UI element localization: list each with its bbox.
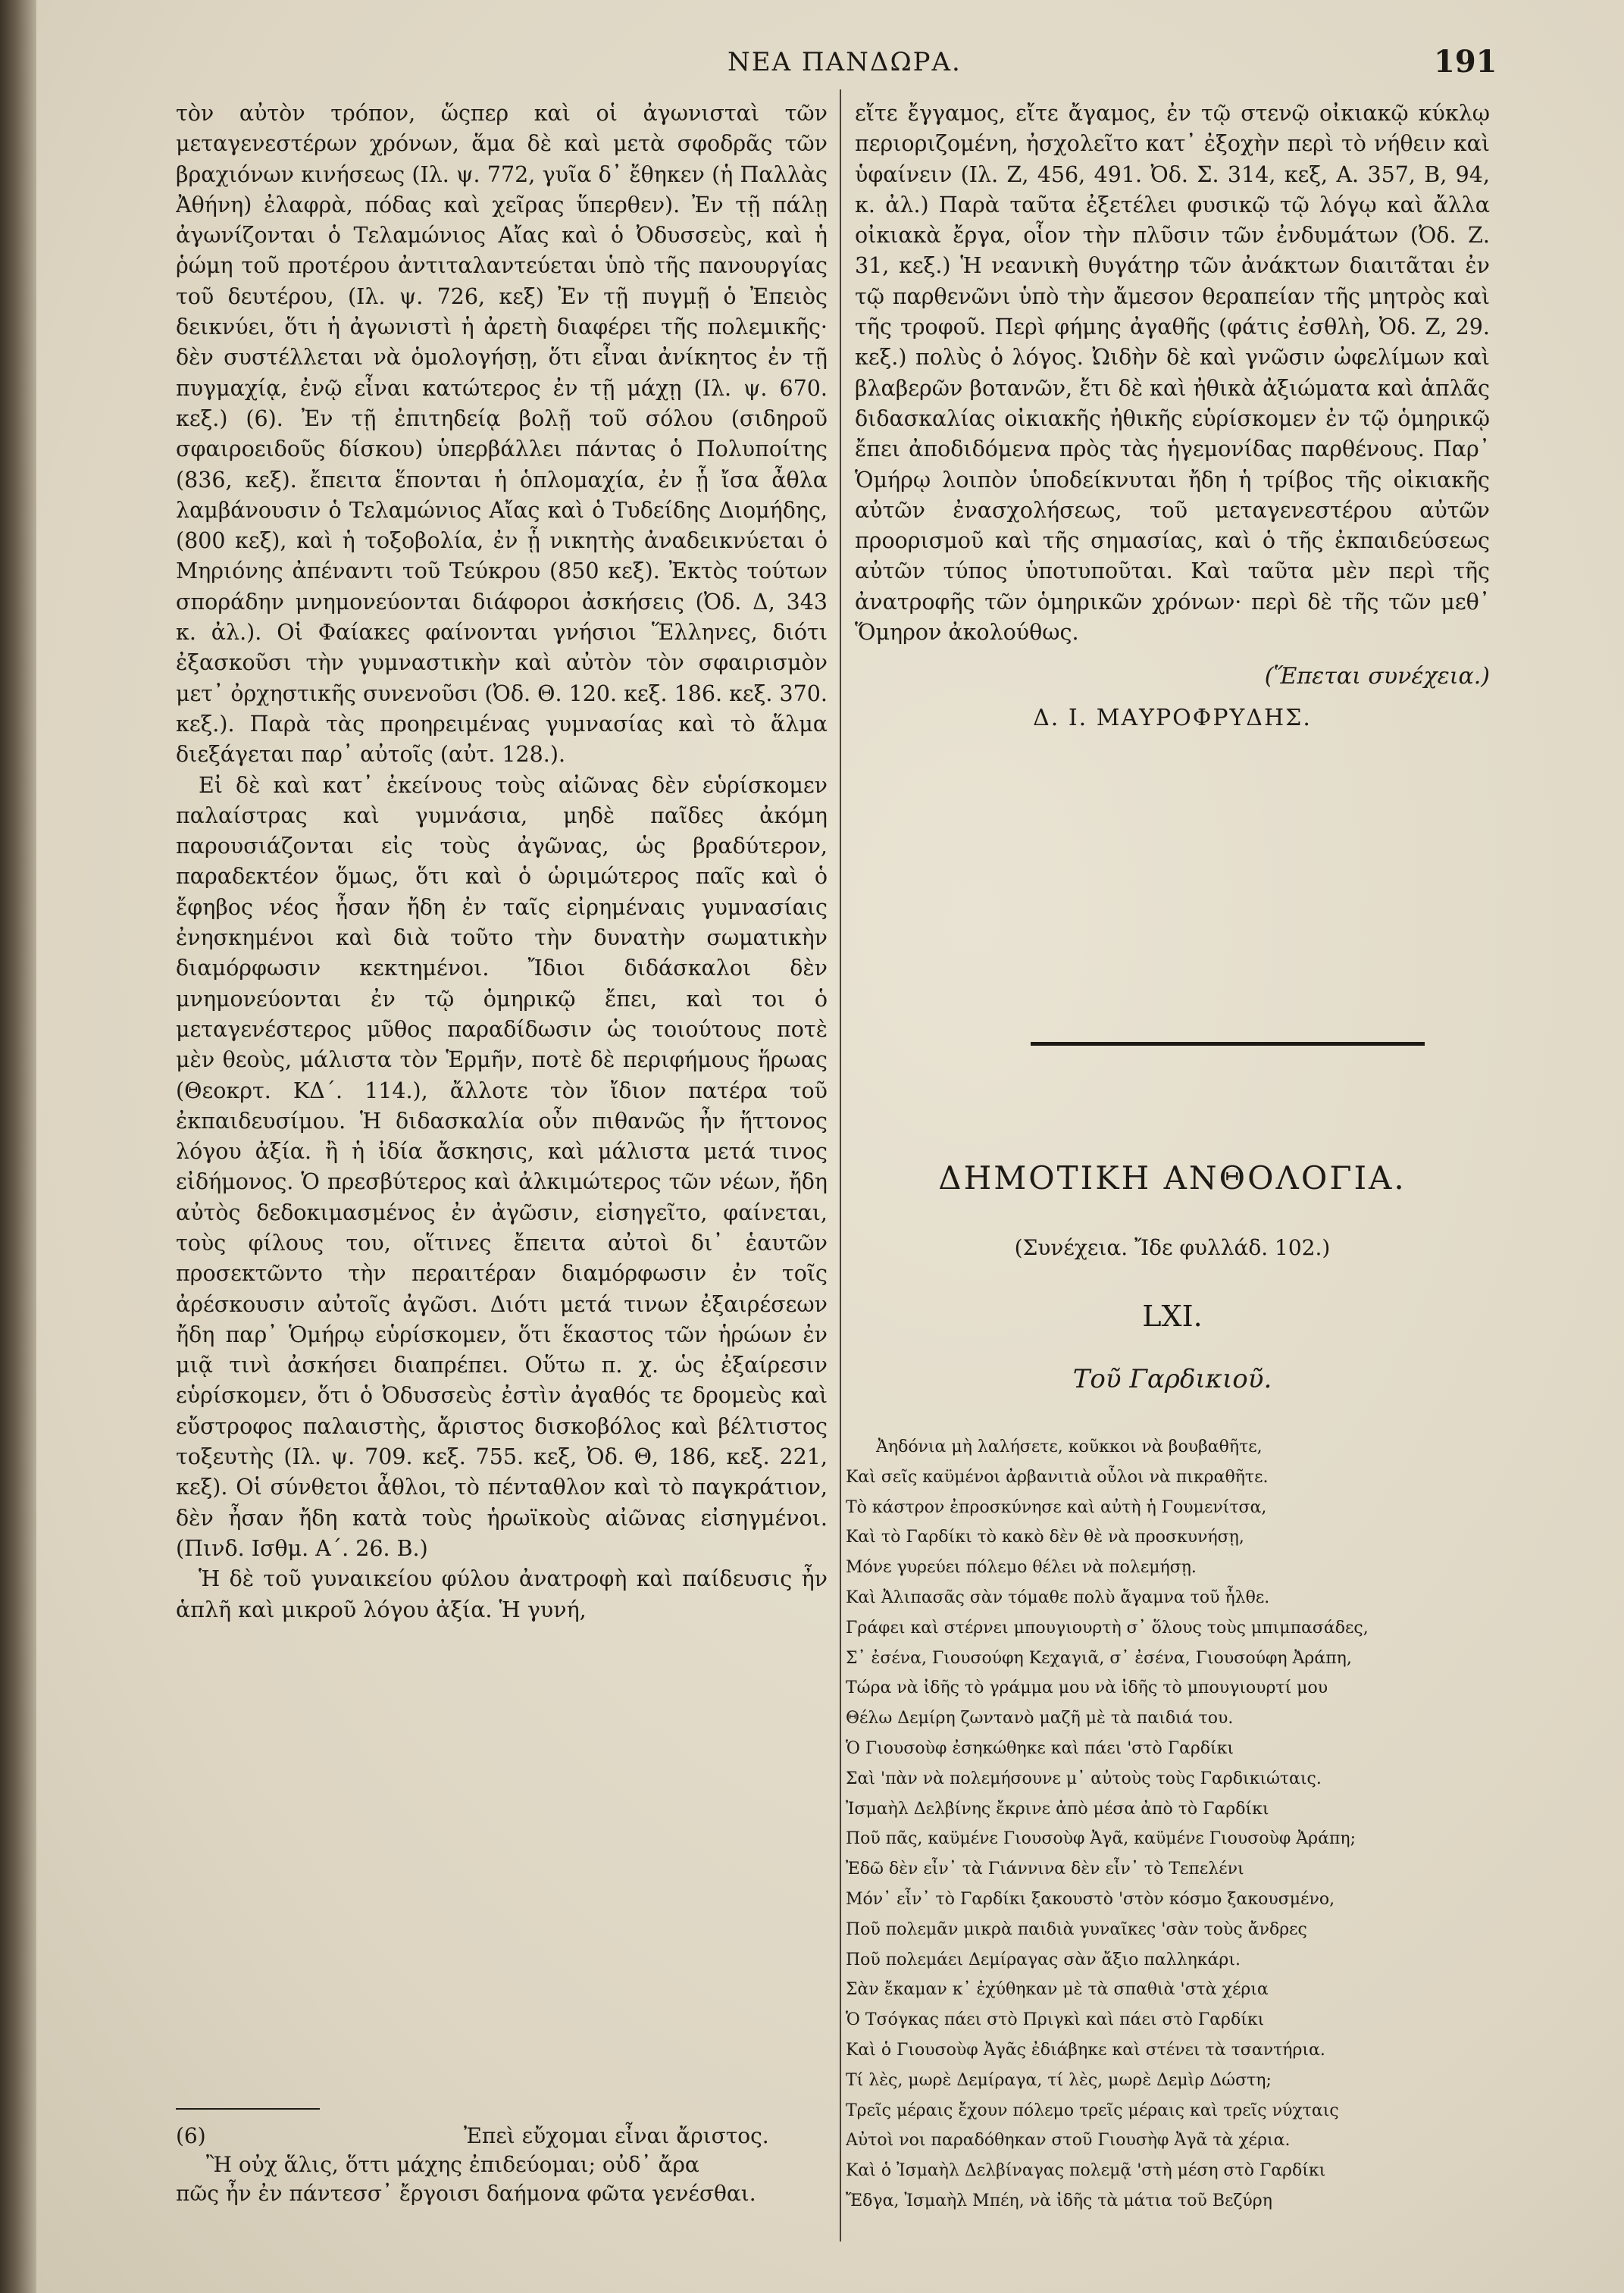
footnote-text: Ἐπεὶ εὔχομαι εἶναι ἄριστος. bbox=[464, 2123, 769, 2148]
left-column bbox=[176, 99, 828, 2175]
paragraph: Ἡ δὲ τοῦ γυναικείου φύλου ἀνατροφὴ καὶ παίδευσις ἦν ἁπλῆ καὶ μικροῦ λόγου ἀξία. Ἡ γυνή, bbox=[176, 1566, 828, 1622]
page-spine-shadow bbox=[0, 0, 36, 2293]
poem-line: Καὶ Ἀλιπασᾶς σὰν τόμαθε πολὺ ἄγαμνα τοῦ ἦλθε. bbox=[846, 1588, 1270, 1607]
anthology-title: ΔΗΜΟΤΙΚΗ ΑΝΘΟΛΟΓΙΑ. bbox=[938, 1159, 1407, 1197]
poem-line: Ποῦ πολεμᾶν μικρὰ παιδιὰ γυναῖκες 'σὰν τοὺς ἄνδρες bbox=[846, 1919, 1307, 1939]
poem-line: Ἀηδόνια μὴ λαλήσετε, κοῦκκοι νὰ βουβαθῆτε, bbox=[876, 1437, 1263, 1456]
paragraph: τὸν αὐτὸν τρόπον, ὥςπερ καὶ οἱ ἀγωνισταὶ τῶν μεταγενεστέρων χρόνων, ἅμα δὲ καὶ μετὰ σφοδρᾶς τῶν βραχιόνων κινήσεως (Ιλ. ψ. 772, γυῖα δ᾿ ἔθηκεν (ἡ Παλλὰς Ἀθήνη) ἐλαφρὰ, πόδας καὶ χεῖρας ὕπερθεν). Ἐν τῇ πάλῃ ἀγωνίζονται ὁ Τελαμώνιος Αἴας καὶ ὁ Ὀδυσσεὺς, καὶ ἡ ῥώμη τοῦ προτέρου ἀντιταλαντεύεται ὑπὸ τῆς πανουργίας τοῦ δευτέρου, (Ιλ. ψ. 726, κεξ) Ἐν τῇ πυγμῇ ὁ Ἐπειὸς δεικνύει, ὅτι ἡ ἀγωνιστὶ ἡ ἀρετὴ διαφέρει τῆς πολεμικῆς· δὲν συστέλλεται νὰ ὁμολογήσῃ, ὅτι εἶναι ἀνίκητος ἐν τῇ πυγμαχίᾳ, ἐνῷ εἶναι κατώτερος ἐν τῇ μάχῃ (Ιλ. ψ. 670. κεξ.) (6). Ἐν τῇ ἐπιτηδείᾳ βολῇ τοῦ σόλου (σιδηροῦ σφαιροειδοῦς δίσκου) ὑπερβάλλει πάντας ὁ Πολυποίτης (836, κεξ). ἔπειτα ἕπονται ἡ ὁπλομαχία, ἐν ᾗ ἴσα ἆθλα λαμβάνουσιν ὁ Τελαμώνιος Αἴας καὶ ὁ Τυδείδης Διομήδης, (800 κεξ), καὶ ἡ τοξοβολία, ἐν ᾗ νικητὴς ἀναδεικνύεται ὁ Μηριόνης ἀπέναντι τοῦ Τεύκρου (850 κεξ). Ἐκτὸς τούτων σποράδην μνημονεύονται διάφοροι ἀσκήσεις (Ὀδ. Δ, 343 κ. ἀλ.). Οἱ Φαίακες φαίνονται γνήσιοι Ἕλληνες, διότι ἐξασκοῦσι τὴν γυμναστικὴν καὶ αὐτὸν τὸν σφαιρισμὸν μετ᾿ ὀρχηστικῆς συνενοῦσι (Ὀδ. Θ. 120. κεξ. 186. κεξ. 370. κεξ.). Παρὰ τὰς προηρειμένας γυμνασίας καὶ τὸ ἅλμα διεξάγεται παρ᾿ αὐτοῖς (αὐτ. 128.). bbox=[176, 101, 828, 768]
continuation-note: (Ἕπεται συνέχεια.) bbox=[1264, 663, 1490, 690]
poem-line: Καὶ ὁ Ἰσμαὴλ Δελβίναγας πολεμᾷ 'στὴ μέση στὸ Γαρδίκι bbox=[846, 2161, 1326, 2181]
column-divider bbox=[840, 89, 841, 2241]
poem-line: Μόν᾿ εἶν᾿ τὸ Γαρδίκι ξακουστὸ 'στὸν κόσμο ξακουσμένο, bbox=[846, 1889, 1335, 1909]
poem-line: Σὰν ἔκαμαν κ᾿ ἐχύθηκαν μὲ τὰ σπαθιὰ 'στὰ χέρια bbox=[846, 1980, 1269, 2000]
poem-line: Ἐδῶ δὲν εἶν᾿ τὰ Γιάννινα δὲν εἶν᾿ τὸ Τεπελένι bbox=[846, 1860, 1244, 1879]
poem-line: Ὁ Τσόγκας πάει στὸ Πριγκὶ καὶ πάει στὸ Γαρδίκι bbox=[846, 2010, 1265, 2030]
poem-line: Θέλω Δεμίρη ζωντανὸ μαζῆ μὲ τὰ παιδιά του. bbox=[846, 1709, 1234, 1728]
running-head: ΝΕΑ ΠΑΝΔΩΡΑ. bbox=[728, 47, 962, 77]
poem-line: Καὶ ὁ Γιουσοὺφ Ἀγᾶς ἐδιάβηκε καὶ στένει τὰ τσαντήρια. bbox=[846, 2040, 1325, 2060]
poem-line: Σ᾿ ἐσένα, Γιουσούφη Κεχαγιᾶ, σ᾿ ἐσένα, Γιουσούφη Ἀράπη, bbox=[846, 1648, 1352, 1668]
poem-line: Ὁ Γιουσοὺφ ἐσηκώθηκε καὶ πάει 'στὸ Γαρδίκι bbox=[846, 1738, 1234, 1758]
poem-line: Μόνε γυρεύει πόλεμο θέλει νὰ πολεμήσῃ. bbox=[846, 1558, 1197, 1578]
footnote-rule bbox=[176, 2108, 320, 2110]
poem-line: Τρεῖς μέραις ἔχουν πόλεμο τρεῖς μέραις καὶ τρεῖς νύχταις bbox=[846, 2101, 1339, 2120]
footnote-line: Ἢ οὐχ ἅλις, ὅττι μάχης ἐπιδεύομαι; οὐδ᾿ ἄρα bbox=[206, 2152, 699, 2177]
page-header bbox=[0, 44, 1624, 85]
page-number: 191 bbox=[1434, 44, 1497, 80]
anthology-reference: (Συνέχεια. Ἴδε φυλλάδ. 102.) bbox=[1014, 1235, 1331, 1260]
poem-line: Σαὶ 'πὰν νὰ πολεμήσουνε μ᾿ αὐτοὺς τοὺς Γαρδικιώταις. bbox=[846, 1769, 1322, 1788]
poem-line: Τὸ κάστρον ἐπροσκύνησε καὶ αὐτὴ ἡ Γουμενίτσα, bbox=[846, 1497, 1267, 1517]
poem-text bbox=[846, 1432, 1497, 2216]
poem-number: LXI. bbox=[1142, 1300, 1203, 1333]
poem-title: Τοῦ Γαρδικιοῦ. bbox=[1072, 1364, 1272, 1394]
poem-line: Τί λὲς, μωρὲ Δεμίραγα, τί λὲς, μωρὲ Δεμὶρ Δώστη; bbox=[846, 2070, 1272, 2090]
poem-line: Ποῦ πολεμάει Δεμίραγας σὰν ἄξιο παλληκάρι. bbox=[846, 1950, 1241, 1969]
footnote-line bbox=[176, 2122, 828, 2151]
paragraph: Εἰ δὲ καὶ κατ᾿ ἐκείνους τοὺς αἰῶνας δὲν εὑρίσκομεν παλαίστρας καὶ γυμνάσια, μηδὲ παῖδες ἀκόμη παρουσιάζονται εἰς τοὺς ἀγῶνας, ὡς βραδύτερον, παραδεκτέον ὅμως, ὅτι καὶ ὁ ὡριμώτερος παῖς καὶ ὁ ἔφηβος νέος ἦσαν ἤδη ἐν ταῖς εἰρημέναις γυμνασίαις ἐνησκημένοι καὶ διὰ τοῦτο τὴν δυνατὴν σωματικὴν διαμόρφωσιν κεκτημένοι. Ἴδιοι διδάσκαλοι δὲν μνημονεύονται ἐν τῷ ὁμηρικῷ ἔπει, καὶ τοι ὁ μεταγενέστερος μῦθος παραδίδωσιν ὡς τοιούτους ποτὲ μὲν θεοὺς, μάλιστα τὸν Ἑρμῆν, ποτὲ δὲ περιφήμους ἥρωας (Θεοκρτ. ΚΔ΄. 114.), ἄλλοτε τὸν ἴδιον πατέρα τοῦ ἐκπαιδευσίμου. Ἡ διδασκαλία οὖν πιθανῶς ἦν ἥττονος λόγου ἀξία. ἢ ἡ ἰδία ἄσκησις, καὶ μάλιστα μετά τινος εἰδήμονος. Ὁ πρεσβύτερος καὶ ἀλκιμώτερος τῶν νέων, ἤδη αὐτὸς δεδοκιμασμένος ἐν ἀγῶσιν, εἰσηγεῖτο, φαίνεται, τοὺς φίλους του, οἵτινες ἔπειτα αὐτοὶ δι᾿ ἑαυτῶν προσεκτῶντο τὴν περαιτέραν διαμόρφωσιν ἐν τοῖς ἀρέσκουσιν αὐτοῖς ἀγῶσι. Διότι μετά τινων ἐξαιρέσεων ἤδη παρ᾿ Ὁμήρῳ εὑρίσκομεν, ὅτι ἕκαστος τῶν ἡρώων ἐν μιᾷ τινὶ ἀσκήσει διαπρέπει. Οὕτω π. χ. ὡς ἐξαίρεσιν εὑρίσκομεν, ὅτι ὁ Ὀδυσσεὺς ἐστὶν ἀγαθός τε δρομεὺς καὶ εὔστροφος παλαιστὴς, ἄριστος δισκοβόλος καὶ βέλτιστος τοξευτὴς (Ιλ. ψ. 709. κεξ. 755. κεξ, Ὀδ. Θ, 186, κεξ. 221, κεξ). Οἱ σύνθετοι ἆθλοι, τὸ πένταθλον καὶ τὸ παγκράτιον, δὲν ἦσαν ἤδη κατὰ τοὺς ἡρωϊκοὺς αἰῶνας εἰσηγμένοι. (Πινδ. Ισθμ. Α΄. 26. Β.) bbox=[176, 772, 828, 1561]
poem-line: Ποῦ πᾶς, καϋμένε Γιουσοὺφ Ἀγᾶ, καϋμένε Γιουσοὺφ Ἀράπη; bbox=[846, 1829, 1356, 1849]
footnote-line: πῶς ἦν ἐν πάντεσσ᾿ ἔργοισι δαήμονα φῶτα γενέσθαι. bbox=[176, 2181, 756, 2206]
poem-line: Αὐτοὶ νοι παραδόθηκαν στοῦ Γιουσὴφ Ἀγᾶ τὰ χέρια. bbox=[846, 2131, 1291, 2151]
poem-line: Γράφει καὶ στέρνει μπουγιουρτὴ σ᾿ ὅλους τοὺς μπιμπασάδες, bbox=[846, 1618, 1369, 1638]
poem-line: Τώρα νὰ ἰδῆς τὸ γράμμα μου νὰ ἰδῆς τὸ μπουγιουρτί μου bbox=[846, 1678, 1328, 1698]
poem-line: Ἔδγα, Ἰσμαὴλ Μπέη, νὰ ἰδῆς τὰ μάτια τοῦ Βεζύρη bbox=[846, 2191, 1272, 2210]
section-rule bbox=[1031, 1042, 1425, 1046]
paragraph: εἴτε ἔγγαμος, εἴτε ἄγαμος, ἐν τῷ στενῷ οἰκιακῷ κύκλῳ περιοριζομένη, ἠσχολεῖτο κατ᾿ ἐξοχὴν περὶ τὸ νήθειν καὶ ὑφαίνειν (Ιλ. Ζ, 456, 491. Ὀδ. Σ. 314, κεξ, Α. 357, Β, 94, κ. ἀλ.) Παρὰ ταῦτα ἐξετέλει φυσικῷ τῷ λόγῳ καὶ ἄλλα οἰκιακὰ ἔργα, οἷον τὴν πλῦσιν τῶν ἐνδυμάτων (Ὀδ. Ζ. 31, κεξ.) Ἡ νεανικὴ θυγάτηρ τῶν ἀνάκτων διαιτᾶται ἐν τῷ παρθενῶνι ὑπὸ τὴν ἄμεσον θεραπείαν τῆς μητρὸς καὶ τῆς τροφοῦ. Περὶ φήμης ἀγαθῆς (φάτις ἐσθλὴ, Ὀδ. Ζ, 29. κεξ.) πολὺς ὁ λόγος. Ὠιδὴν δὲ καὶ γνῶσιν ὠφελίμων καὶ βλαβερῶν βοτανῶν, ἔτι δὲ καὶ ἠθικὰ ἀξιώματα καὶ ἁπλᾶς διδασκαλίας οἰκιακῆς ἠθικῆς εὑρίσκομεν ἐν τῷ ὁμηρικῷ ἔπει ἀποδιδόμενα πρὸς τὰς ἡγεμονίδας παρθένους. Παρ᾿ Ὁμήρῳ λοιπὸν ὑποδείκνυται ἤδη ἡ τρίβος τῆς οἰκιακῆς αὐτῶν ἐνασχολήσεως, τοῦ μεταγενεστέρου αὐτῶν προορισμοῦ καὶ τῆς σημασίας, καὶ ὁ τῆς ἐκπαιδεύσεως αὐτῶν τύπος ὑποτυποῦται. Καὶ ταῦτα μὲν περὶ τῆς ἀνατροφῆς τῶν ὁμηρικῶν χρόνων· περὶ δὲ τῆς τῶν μεθ᾿ Ὅμηρον ἀκολούθως. bbox=[855, 101, 1490, 646]
poem-line: Καὶ τὸ Γαρδίκι τὸ κακὸ δὲν θὲ νὰ προσκυνήσῃ, bbox=[846, 1528, 1244, 1547]
footnote-mark: (6) bbox=[176, 2123, 206, 2148]
footnote bbox=[176, 2122, 828, 2208]
poem-line: Ἰσμαὴλ Δελβίνης ἔκρινε ἀπὸ μέσα ἀπὸ τὸ Γαρδίκι bbox=[846, 1799, 1269, 1819]
right-column bbox=[855, 99, 1490, 1008]
poem-line: Καὶ σεῖς καϋμένοι ἀρβανιτιὰ οὖλοι νὰ πικραθῆτε. bbox=[846, 1467, 1269, 1487]
author-signature: Δ. Ι. ΜΑΥΡΟΦΡΥΔΗΣ. bbox=[1033, 704, 1312, 731]
